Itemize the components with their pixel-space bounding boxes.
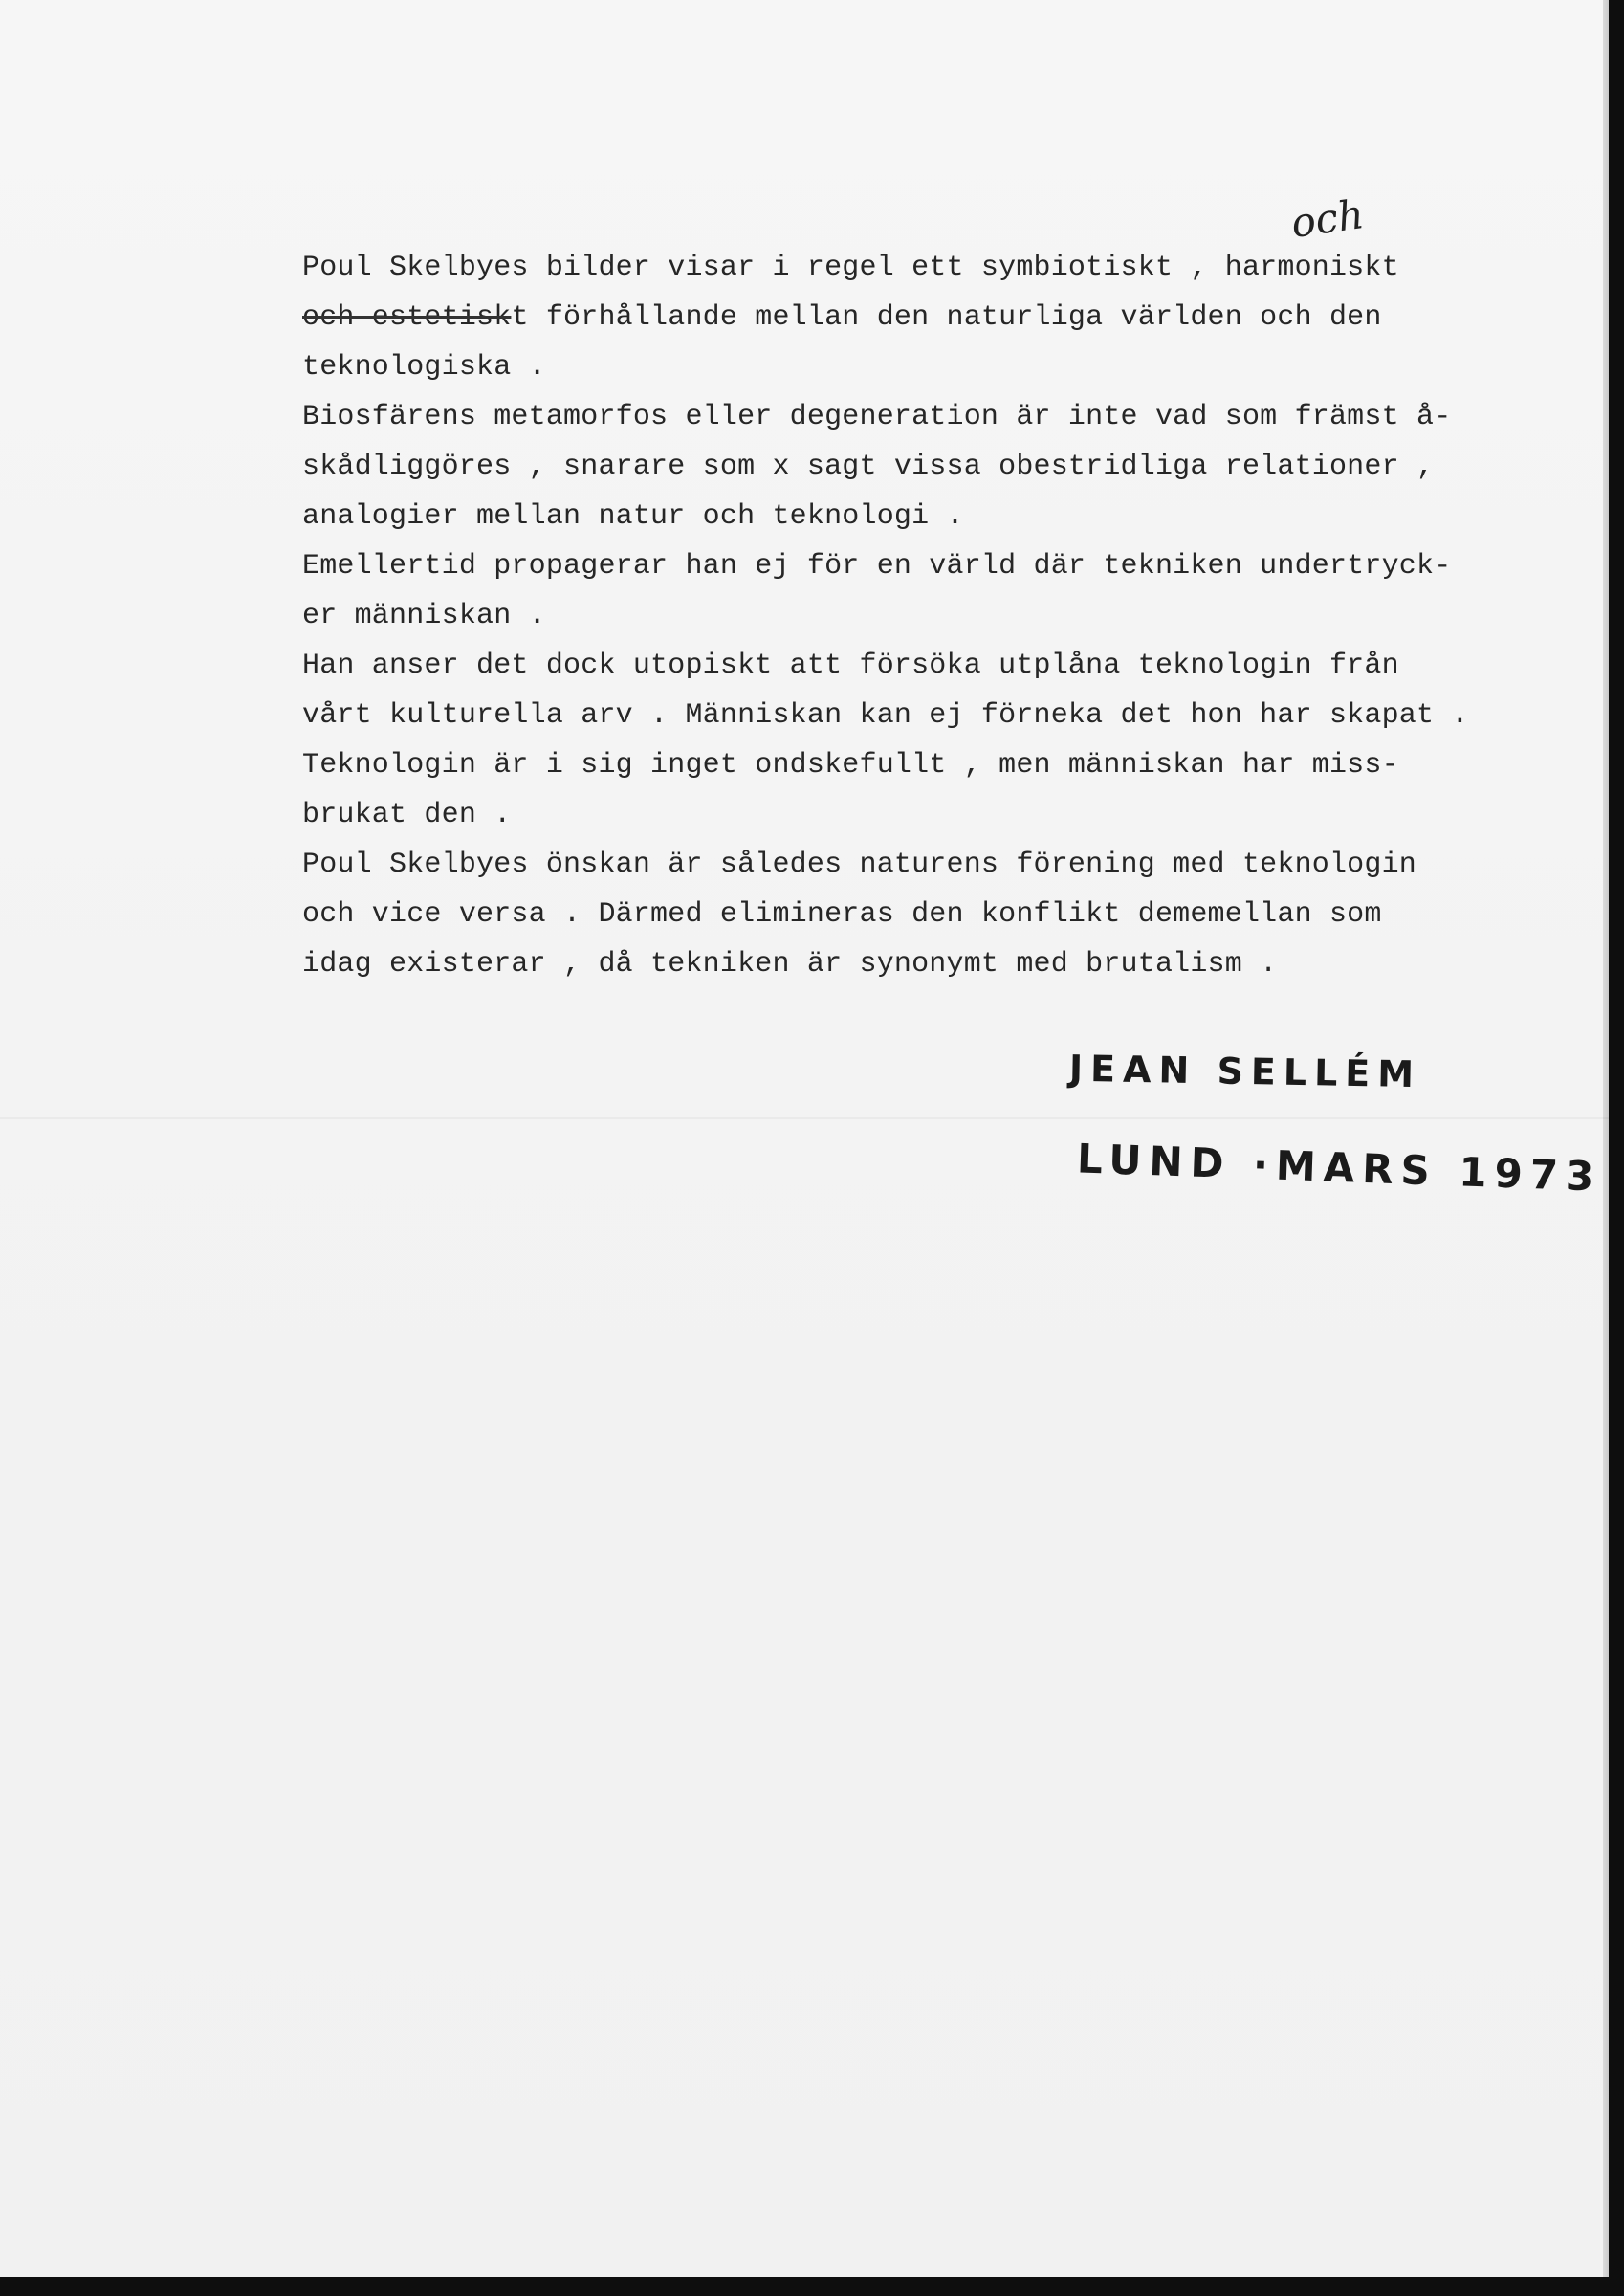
body-line: brukat den . [302, 799, 512, 831]
handwritten-place-date: LUND ·MARS 1973 [1076, 1135, 1603, 1201]
body-line: skådliggöres , snarare som x sagt vissa obestridliga relationer , [302, 451, 1435, 483]
body-line: idag existerar , då tekniken är synonymt med brutalism . [302, 948, 1278, 981]
body-line: Poul Skelbyes bilder visar i regel ett symbiotiskt , harmoniskt [302, 252, 1399, 284]
body-line: teknologiska . [302, 351, 546, 384]
body-line: Han anser det dock utopiskt att försöka utplåna teknologin från [302, 650, 1399, 682]
page-edge [1603, 0, 1609, 2277]
handwritten-signature-name: JEAN SELLÉM [1068, 1047, 1422, 1096]
body-line: Biosfärens metamorfos eller degeneration är inte vad som främst å- [302, 401, 1452, 433]
body-line-rest: t förhållande mellan den naturliga världen och den [511, 301, 1382, 334]
body-line: Emellertid propagerar han ej för en värld där tekniken undertryck- [302, 550, 1452, 583]
body-line: Poul Skelbyes önskan är således naturens förening med teknologin [302, 849, 1416, 881]
body-line-with-strikethrough [302, 293, 1603, 342]
typed-body [302, 243, 1603, 989]
body-line: analogier mellan natur och teknologi . [302, 500, 964, 533]
body-line: er människan . [302, 600, 546, 632]
struck-text: och estetisk [302, 301, 512, 334]
handwritten-insertion: och [1287, 189, 1367, 248]
body-line: Teknologin är i sig inget ondskefullt , men människan har miss- [302, 749, 1399, 782]
body-line: vårt kulturella arv . Människan kan ej förneka det hon har skapat . [302, 699, 1469, 732]
body-line: och vice versa . Därmed elimineras den konflikt dememellan som [302, 898, 1382, 931]
